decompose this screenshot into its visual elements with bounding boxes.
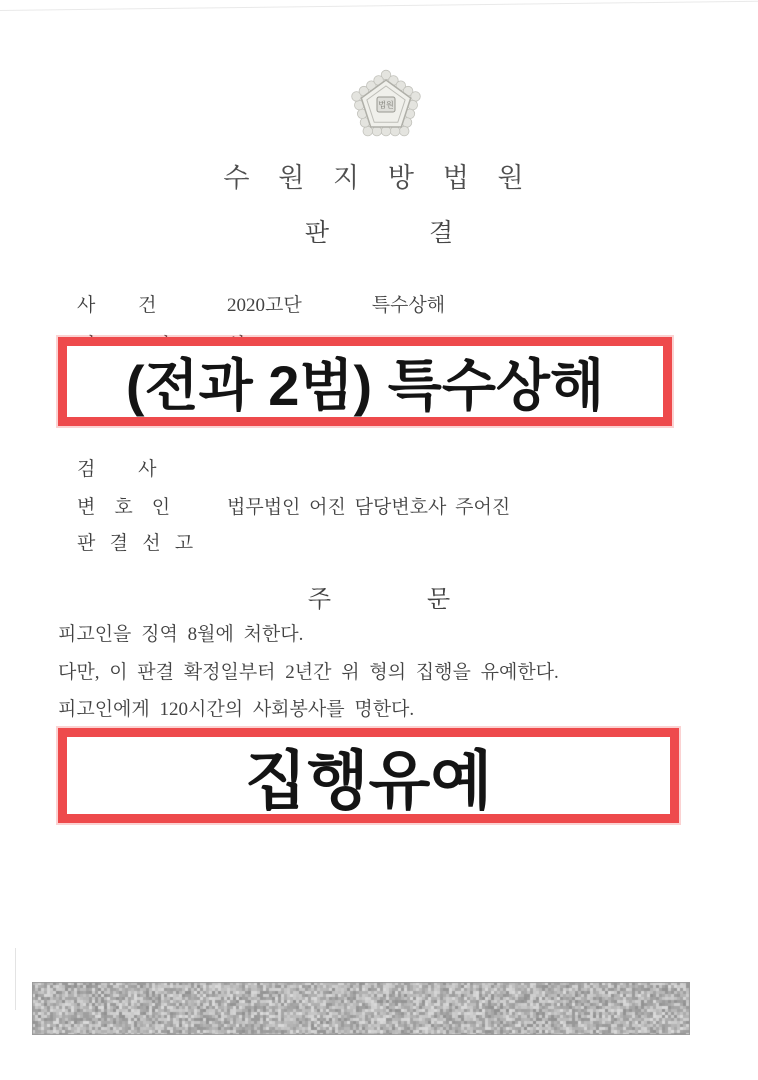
disposition-line-1: 피고인을 징역 8월에 처한다.	[58, 624, 304, 645]
case-number-value: 2020고단 특수상해	[227, 295, 446, 316]
court-name: 수 원 지 방 법 원	[223, 163, 535, 193]
redaction-bar	[32, 982, 690, 1035]
scan-edge-artifact-left	[15, 948, 16, 1010]
court-seal-icon	[346, 64, 426, 148]
court-seal-text: 법원	[378, 100, 394, 110]
annotation-box-offense	[58, 337, 672, 426]
defense-counsel-label: 변 호 인	[77, 497, 171, 518]
annotation-box-sentence	[58, 728, 679, 823]
scan-edge-artifact-top	[0, 1, 758, 11]
sentencing-date-label: 판 결 선 고	[77, 533, 194, 554]
case-number-label: 사 건	[77, 295, 157, 316]
document-title: 판 결	[304, 220, 454, 247]
disposition-heading: 주 문	[307, 587, 451, 613]
annotation-offense-text: (전과 2범) 특수상해	[125, 353, 605, 417]
sentencing-date-row	[58, 506, 227, 577]
disposition-line-3: 피고인에게 120시간의 사회봉사를 명한다.	[58, 699, 415, 720]
annotation-sentence-text: 집행유예	[244, 744, 493, 817]
prosecutor-label: 검 사	[77, 459, 157, 480]
defense-counsel-value: 법무법인 어진 담당변호사 주어진	[227, 497, 511, 518]
disposition-line-2: 다만, 이 판결 확정일부터 2년간 위 형의 집행을 유예한다.	[58, 662, 559, 683]
